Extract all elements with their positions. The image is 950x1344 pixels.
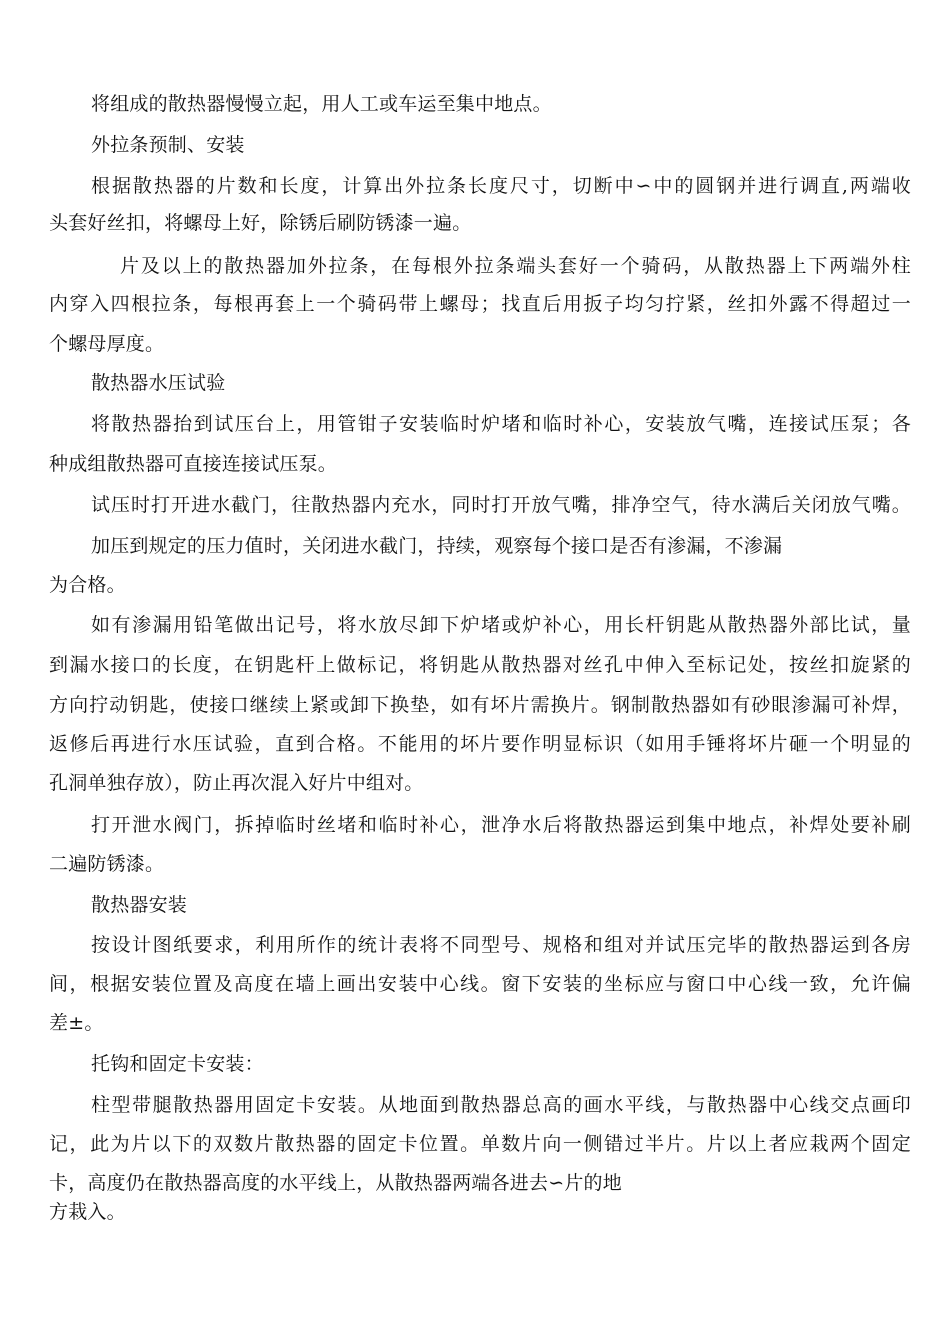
paragraph-line: 返修后再进行水压试验，直到合格。不能用的坏片要作明显标识（如用手锤将坏片砸一个明显的 [49, 733, 911, 755]
paragraph-line: 如有渗漏用铅笔做出记号，将水放尽卸下炉堵或炉补心，用长杆钥匙从散热器外部比试，量 [91, 614, 911, 636]
paragraph-line: 打开泄水阀门，拆掉临时丝堵和临时补心，泄净水后将散热器运到集中地点，补焊处要补刷 [91, 814, 911, 836]
paragraph-line: 个螺母厚度。 [49, 333, 165, 355]
paragraph-line: 将组成的散热器慢慢立起，用人工或车运至集中地点。 [91, 93, 552, 115]
paragraph-line: 将散热器抬到试压台上，用管钳子安装临时炉堵和临时补心，安装放气嘴，连接试压泵；各 [91, 413, 911, 435]
paragraph-line: 试压时打开进水截门，往散热器内充水，同时打开放气嘴，排净空气，待水满后关闭放气嘴。 [91, 494, 911, 516]
paragraph-line: 加压到规定的压力值时，关闭进水截门，持续，观察每个接口是否有渗漏，不渗漏 [91, 535, 783, 557]
paragraph-line: 片及以上的散热器加外拉条，在每根外拉条端头套好一个骑码，从散热器上下两端外柱 [120, 255, 911, 277]
paragraph-line: 按设计图纸要求，利用所作的统计表将不同型号、规格和组对并试压完毕的散热器运到各房 [91, 934, 911, 956]
paragraph-line: 孔洞单独存放），防止再次混入好片中组对。 [49, 772, 424, 794]
section-heading: 托钩和固定卡安装： [91, 1053, 264, 1075]
paragraph-line: 种成组散热器可直接连接试压泵。 [49, 453, 338, 475]
paragraph-line: 内穿入四根拉条，每根再套上一个骑码带上螺母；找直后用扳子均匀拧紧，丝扣外露不得超过一 [49, 293, 911, 315]
paragraph-line: 根据散热器的片数和长度，计算出外拉条长度尺寸，切断中∽中的圆钢并进行调直,两端收 [91, 175, 911, 197]
section-heading: 散热器安装 [91, 894, 188, 916]
paragraph-line: 头套好丝扣，将螺母上好，除锈后刷防锈漆一遍。 [49, 212, 472, 234]
paragraph-line: 卡，高度仍在散热器高度的水平线上，从散热器两端各进去∽片的地 [49, 1172, 622, 1194]
paragraph-line: 到漏水接口的长度，在钥匙杆上做标记，将钥匙从散热器对丝孔中伸入至标记处，按丝扣旋紧的 [49, 654, 911, 676]
paragraph-line: 记，此为片以下的双数片散热器的固定卡位置。单数片向一侧错过半片。片以上者应栽两个固定 [49, 1133, 911, 1155]
paragraph-line: 二遍防锈漆。 [49, 853, 165, 875]
paragraph-line: 方向拧动钥匙，使接口继续上紧或卸下换垫，如有坏片需换片。钢制散热器如有砂眼渗漏可补焊， [49, 694, 911, 716]
paragraph-line: 为合格。 [49, 574, 126, 596]
paragraph-line: 间，根据安装位置及高度在墙上画出安装中心线。窗下安装的坐标应与窗口中心线一致，允许偏 [49, 973, 911, 995]
paragraph-line: 方栽入。 [49, 1201, 126, 1223]
section-heading: 散热器水压试验 [91, 372, 226, 394]
paragraph-line: 差±。 [49, 1012, 104, 1034]
section-heading: 外拉条预制、安装 [91, 134, 245, 156]
paragraph-line: 柱型带腿散热器用固定卡安装。从地面到散热器总高的画水平线，与散热器中心线交点画印 [91, 1094, 911, 1116]
